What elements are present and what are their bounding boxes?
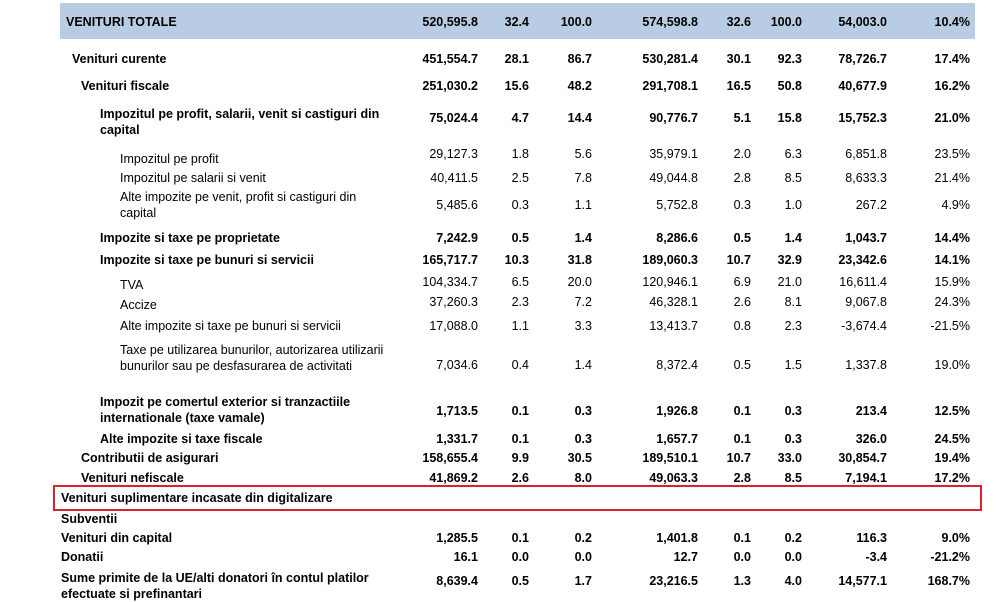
row-label: Sume primite de la UE/alti donatori în contul platilor efectuate si prefinantari	[61, 571, 369, 601]
value-cell: -21.5%	[930, 319, 970, 333]
value-cell: 75,024.4	[429, 111, 478, 125]
value-cell: 23.5%	[934, 147, 970, 161]
value-cell: 86.7	[567, 52, 592, 66]
value-cell: 10.4%	[934, 15, 970, 29]
value-cell: 451,554.7	[422, 52, 478, 66]
value-cell: 48.2	[567, 79, 592, 93]
value-cell: 213.4	[855, 404, 887, 418]
value-cell: 30,854.7	[838, 451, 887, 465]
value-cell: 1,337.8	[845, 358, 887, 372]
value-cell: 14.1%	[934, 253, 970, 267]
value-cell: 530,281.4	[642, 52, 698, 66]
value-cell: 16.2%	[934, 79, 970, 93]
value-cell: 100.0	[770, 15, 802, 29]
value-cell: 2.8	[733, 471, 751, 485]
value-cell: 40,677.9	[838, 79, 887, 93]
row-label: Alte impozite si taxe fiscale	[100, 432, 263, 446]
value-cell: 5.6	[574, 147, 592, 161]
value-cell: 12.5%	[934, 404, 970, 418]
value-cell: 16,611.4	[839, 275, 887, 289]
row-label: Impozit pe comertul exterior si tranzactiile internationale (taxe vamale)	[100, 395, 351, 425]
value-cell: 520,595.8	[422, 15, 478, 29]
value-cell: 32.4	[504, 15, 529, 29]
value-cell: 14.4	[567, 111, 592, 125]
value-cell: 24.5%	[934, 432, 970, 446]
value-cell: 574,598.8	[642, 15, 698, 29]
value-cell: 7,034.6	[436, 358, 478, 372]
value-cell: 0.5	[733, 231, 751, 245]
value-cell: 16.5	[726, 79, 751, 93]
value-cell: 4.7	[511, 111, 529, 125]
value-cell: 2.6	[511, 471, 529, 485]
value-cell: 0.5	[733, 358, 751, 372]
value-cell: 35,979.1	[649, 147, 698, 161]
value-cell: 31.8	[567, 253, 592, 267]
row-label: Impozite si taxe pe bunuri si servicii	[100, 253, 314, 267]
value-cell: 2.6	[733, 295, 751, 309]
row-label: Venituri nefiscale	[81, 471, 184, 485]
value-cell: 0.2	[784, 531, 802, 545]
value-cell: 9.0%	[941, 531, 970, 545]
row-label: Subventii	[61, 512, 118, 526]
value-cell: 49,063.3	[649, 471, 698, 485]
value-cell: 4.9%	[941, 198, 970, 212]
value-cell: 8,639.4	[436, 574, 478, 588]
value-cell: 2.5	[511, 171, 529, 185]
value-cell: 2.3	[511, 295, 529, 309]
value-cell: 8.5	[784, 471, 802, 485]
value-cell: 17.4%	[934, 52, 970, 66]
value-cell: 9.9	[511, 451, 529, 465]
value-cell: 19.4%	[934, 451, 970, 465]
row-label: Accize	[120, 298, 157, 312]
value-cell: 6.5	[511, 275, 529, 289]
value-cell: 15,752.3	[838, 111, 887, 125]
row-label: Alte impozite pe venit, profit si castiguri din capital	[120, 190, 357, 220]
value-cell: 21.4%	[934, 171, 970, 185]
value-cell: 28.1	[504, 52, 529, 66]
value-cell: 0.1	[511, 432, 529, 446]
row-label: Taxe pe utilizarea bunurilor, autorizarea utilizarii bunurilor sau pe desfasurarea de activitati	[120, 343, 384, 373]
row-label: TVA	[120, 278, 144, 292]
row-label: Contributii de asigurari	[81, 451, 219, 465]
value-cell: 29,127.3	[429, 147, 478, 161]
value-cell: -3,674.4	[841, 319, 887, 333]
value-cell: 1.3	[733, 574, 751, 588]
value-cell: 0.0	[574, 550, 592, 564]
value-cell: 168.7%	[927, 574, 970, 588]
value-cell: 0.5	[511, 574, 529, 588]
value-cell: 2.8	[733, 171, 751, 185]
value-cell: 267.2	[855, 198, 887, 212]
value-cell: 17.2%	[934, 471, 970, 485]
value-cell: 0.1	[733, 531, 751, 545]
value-cell: 1,657.7	[656, 432, 698, 446]
value-cell: 0.0	[733, 550, 751, 564]
value-cell: 7.8	[574, 171, 592, 185]
value-cell: 8.0	[574, 471, 592, 485]
value-cell: 1,401.8	[656, 531, 698, 545]
value-cell: 0.3	[733, 198, 751, 212]
value-cell: 1.1	[574, 198, 592, 212]
value-cell: 1,331.7	[436, 432, 478, 446]
row-label: Venituri curente	[72, 52, 167, 66]
row-label: Impozite si taxe pe proprietate	[100, 231, 280, 245]
value-cell: 120,946.1	[642, 275, 698, 289]
value-cell: 13,413.7	[649, 319, 698, 333]
value-cell: 251,030.2	[422, 79, 478, 93]
value-cell: 1,926.8	[656, 404, 698, 418]
value-cell: 0.0	[511, 550, 529, 564]
value-cell: 0.3	[574, 432, 592, 446]
value-cell: 7,194.1	[845, 471, 887, 485]
value-cell: 0.8	[733, 319, 751, 333]
value-cell: 54,003.0	[838, 15, 887, 29]
value-cell: 0.5	[511, 231, 529, 245]
value-cell: 5,752.8	[656, 198, 698, 212]
value-cell: 5,485.6	[436, 198, 478, 212]
value-cell: 21.0%	[934, 111, 970, 125]
value-cell: 32.6	[726, 15, 751, 29]
row-label: Impozitul pe profit	[120, 152, 219, 166]
value-cell: 40,411.5	[430, 171, 478, 185]
value-cell: 1.0	[784, 198, 802, 212]
value-cell: 100.0	[560, 15, 592, 29]
value-cell: 1.4	[574, 231, 592, 245]
row-label: Donatii	[61, 550, 104, 564]
value-cell: 17,088.0	[429, 319, 478, 333]
value-cell: 7.2	[574, 295, 592, 309]
value-cell: 104,334.7	[422, 275, 478, 289]
value-cell: 8.5	[784, 171, 802, 185]
value-cell: 10.3	[504, 253, 529, 267]
value-cell: 5.1	[733, 111, 751, 125]
value-cell: 326.0	[855, 432, 887, 446]
value-cell: 23,216.5	[649, 574, 698, 588]
value-cell: 78,726.7	[838, 52, 887, 66]
value-cell: 158,655.4	[422, 451, 478, 465]
value-cell: -3.4	[865, 550, 887, 564]
value-cell: 189,510.1	[642, 451, 698, 465]
value-cell: 165,717.7	[422, 253, 478, 267]
value-cell: 8.1	[784, 295, 802, 309]
row-label: Venituri din capital	[61, 531, 173, 545]
value-cell: 12.7	[673, 550, 698, 564]
value-cell: 116.3	[856, 531, 887, 545]
value-cell: 23,342.6	[838, 253, 887, 267]
value-cell: 1.8	[511, 147, 529, 161]
value-cell: 0.3	[784, 432, 802, 446]
value-cell: 1.1	[511, 319, 529, 333]
value-cell: 46,328.1	[649, 295, 698, 309]
value-cell: 2.3	[784, 319, 802, 333]
value-cell: 1.4	[784, 231, 802, 245]
value-cell: 32.9	[777, 253, 802, 267]
value-cell: 6,851.8	[845, 147, 887, 161]
value-cell: 50.8	[777, 79, 802, 93]
value-cell: 2.0	[733, 147, 751, 161]
value-cell: 8,286.6	[656, 231, 698, 245]
value-cell: 20.0	[567, 275, 592, 289]
value-cell: 1.7	[574, 574, 592, 588]
value-cell: 14.4%	[934, 231, 970, 245]
value-cell: 0.3	[784, 404, 802, 418]
value-cell: 1,713.5	[436, 404, 478, 418]
value-cell: 1,285.5	[436, 531, 478, 545]
value-cell: 8,372.4	[656, 358, 698, 372]
value-cell: 3.3	[574, 319, 592, 333]
row-label: Impozitul pe profit, salarii, venit si castiguri din capital	[100, 107, 380, 137]
value-cell: 0.3	[511, 198, 529, 212]
value-cell: 0.2	[574, 531, 592, 545]
value-cell: 21.0	[777, 275, 802, 289]
value-cell: 37,260.3	[429, 295, 478, 309]
value-cell: 6.9	[733, 275, 751, 289]
value-cell: 19.0%	[934, 358, 970, 372]
row-label: Venituri suplimentare incasate din digitalizare	[61, 491, 333, 505]
value-cell: 0.1	[733, 404, 751, 418]
value-cell: 33.0	[777, 451, 802, 465]
row-label: Alte impozite si taxe pe bunuri si servicii	[120, 319, 341, 333]
row-label: Venituri fiscale	[81, 79, 170, 93]
value-cell: 0.3	[574, 404, 592, 418]
value-cell: 6.3	[784, 147, 802, 161]
value-cell: 0.4	[511, 358, 529, 372]
value-cell: 10.7	[726, 253, 751, 267]
value-cell: 16.1	[453, 550, 478, 564]
value-cell: 90,776.7	[649, 111, 698, 125]
value-cell: 1,043.7	[845, 231, 887, 245]
value-cell: 0.1	[733, 432, 751, 446]
value-cell: 0.0	[784, 550, 802, 564]
value-cell: 41,869.2	[429, 471, 478, 485]
value-cell: -21.2%	[930, 550, 970, 564]
row-label: VENITURI TOTALE	[66, 15, 177, 29]
value-cell: 0.1	[511, 531, 529, 545]
value-cell: 92.3	[777, 52, 802, 66]
value-cell: 189,060.3	[642, 253, 698, 267]
value-cell: 24.3%	[934, 295, 970, 309]
value-cell: 7,242.9	[436, 231, 478, 245]
value-cell: 291,708.1	[642, 79, 698, 93]
value-cell: 15.6	[504, 79, 529, 93]
value-cell: 30.1	[726, 52, 751, 66]
value-cell: 15.8	[777, 111, 802, 125]
value-cell: 14,577.1	[838, 574, 887, 588]
value-cell: 10.7	[726, 451, 751, 465]
value-cell: 1.5	[784, 358, 802, 372]
value-cell: 4.0	[784, 574, 802, 588]
value-cell: 1.4	[574, 358, 592, 372]
value-cell: 9,067.8	[845, 295, 887, 309]
value-cell: 0.1	[511, 404, 529, 418]
value-cell: 8,633.3	[845, 171, 887, 185]
value-cell: 49,044.8	[649, 171, 698, 185]
value-cell: 30.5	[567, 451, 592, 465]
row-label: Impozitul pe salarii si venit	[120, 171, 266, 185]
value-cell: 15.9%	[934, 275, 970, 289]
